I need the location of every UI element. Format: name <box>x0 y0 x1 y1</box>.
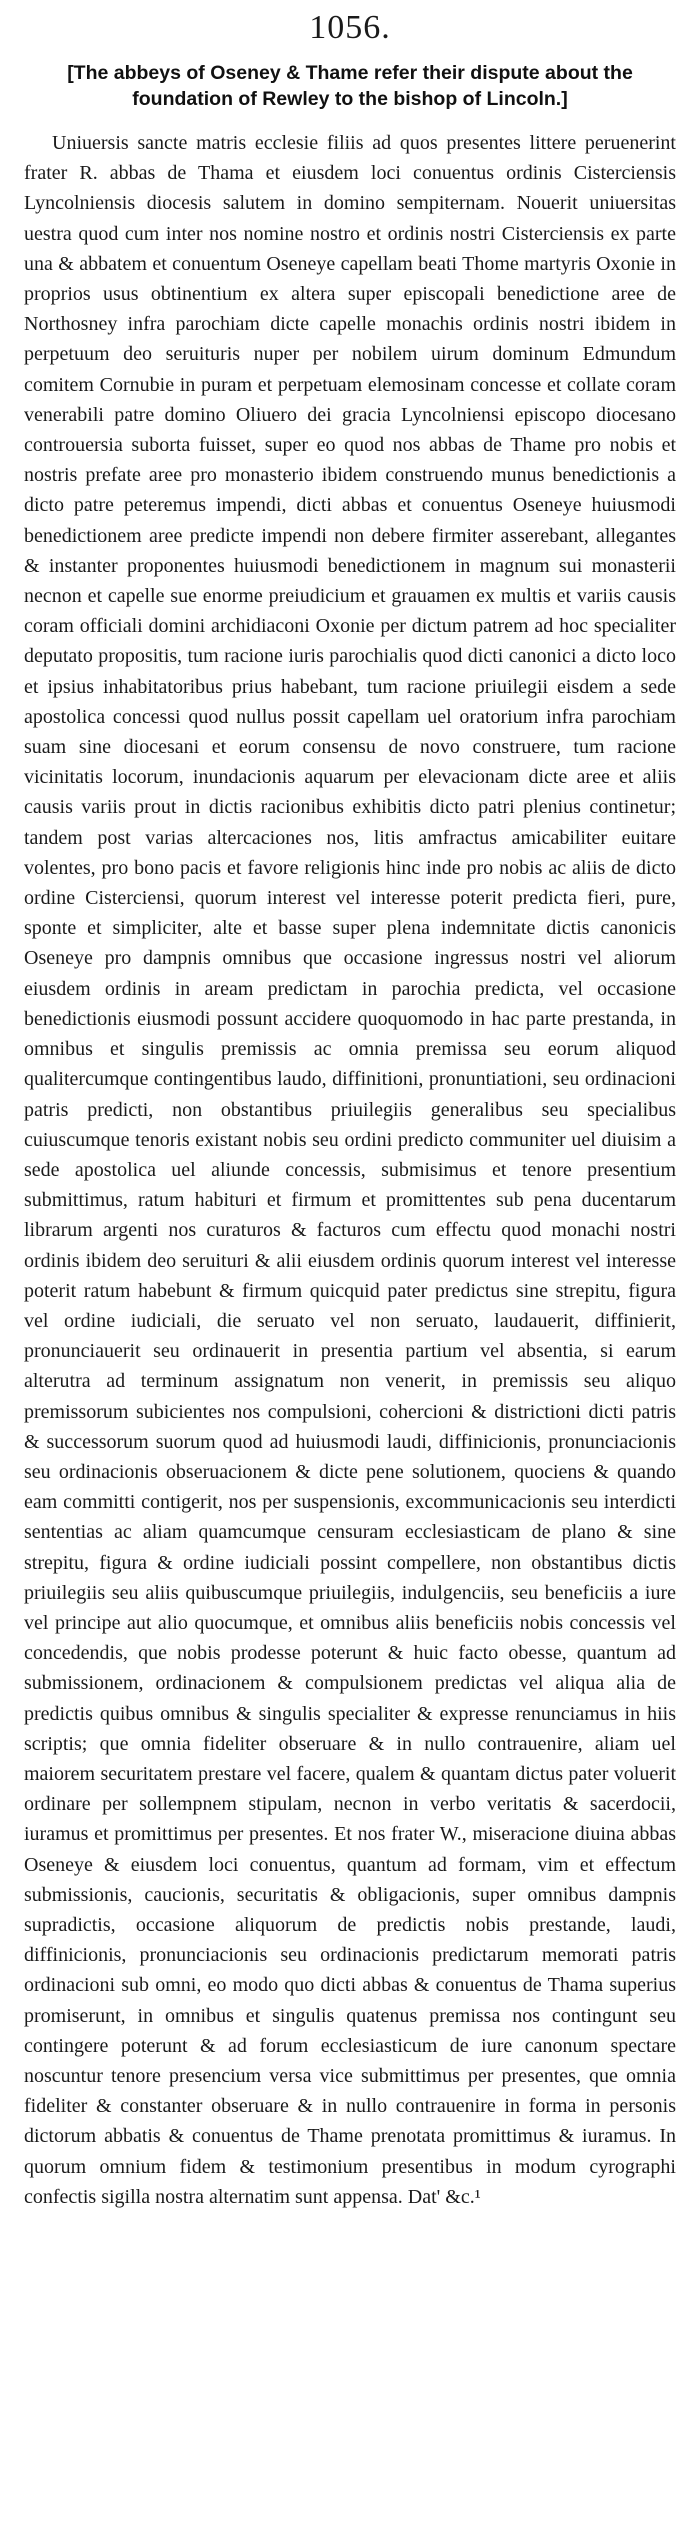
document-number: 1056. <box>309 9 391 46</box>
document-heading: [The abbeys of Oseney & Thame refer their dispute about the foundation of Rewley to the bishop of Lincoln.] <box>67 62 633 110</box>
document-body <box>24 128 676 2212</box>
document-page <box>24 0 676 2212</box>
body-paragraph: Uniuersis sancte matris ecclesie filiis ad quos presentes littere peruenerint frater R. abbas de Thama et eiusdem loci conuentus ordinis Cisterciensis Lyncolniensis diocesis salutem in domino sempiternam. Nouerit uniuersitas uestra quod cum inter nos nomine nostro et ordinis nostri Cisterciensis ex parte una & abbatem et conuentum Oseneye capellam beati Thome martyris Oxonie in proprios usus obtinentium ex altera super episcopali benedictione aree de Northosney infra parochiam dicte capelle monachis ordinis nostri ibidem in perpetuum deo seruituris nuper per nobilem uirum dominum Edmundum comitem Cornubie in puram et perpetuam elemosinam concesse et collate coram venerabili patre domino Oliuero dei gracia Lyncolniensi episcopo diocesano controuersia suborta fuisset, super eo quod nos abbas de Thame pro nobis et nostris prefate aree pro monasterio ibidem construendo munus benedictionis a dicto patre peteremus impendi, dicti abbas et conuentus Oseneye huiusmodi benedictionem aree predicte impendi non debere firmiter asserebant, allegantes & instanter proponentes huiusmodi benedictionem in magnum sui monasterii necnon et capelle sue enorme preiudicium et grauamen ex multis et variis causis coram officiali domini archidiaconi Oxonie per dictum patrem ad hoc specialiter deputato propositis, tum racione iuris parochialis quod dicti canonici a dicto loco et ipsius inhabitatoribus prius habebant, tum racione priuilegii eisdem a sede apostolica concessi quod nullus possit capellam uel oratorium infra parochiam suam sine diocesani et eorum consensu de novo construere, tum racione vicinitatis locorum, inundacionis aquarum per elevacionam dicte aree et aliis causis variis prout in dictis racionibus exhibitis dicto patri plenius continetur; tandem post varias altercaciones nos, litis amfractus amicabiliter euitare volentes, pro bono pacis et favore religionis hinc inde pro nobis ac aliis de dicto ordine Cisterciensi, quorum interest vel interesse poterit predicta fieri, pure, sponte et simpliciter, alte et basse super plena indemnitate dictis canonicis Oseneye pro dampnis omnibus que occasione ingressus nostri vel aliorum eiusdem ordinis in aream predictam in parochia predicta, vel occasione benedictionis eiusmodi possunt accidere quoquomodo in hac parte prestanda, in omnibus et singulis premissis ac omnia premissa seu eorum aliquod qualitercumque contingentibus laudo, diffinitioni, pronuntiationi, seu ordinacioni patris predicti, non obstantibus priuilegiis generalibus seu specialibus cuiuscumque tenoris existant nobis seu ordini predicto communiter uel diuisim a sede apostolica uel aliunde concessis, submisimus et tenore presentium submittimus, ratum habituri et firmum et promittentes sub pena ducentarum librarum argenti nos curaturos & facturos cum effectu quod monachi nostri ordinis ibidem deo seruituri & alii eiusdem ordinis quorum interest vel interesse poterit ratum habebunt & firmum quicquid pater predictus sine strepitu, figura vel ordine iudiciali, die seruato vel non seruato, laudauerit, diffinierit, pronunciauerit seu ordinauerit in presentia partium vel absentia, si earum alterutra ad terminum assignatum non venerit, in premissis seu aliquo premissorum subicientes nos compulsioni, cohercioni & districtioni dicti patris & successorum suorum quod ad huiusmodi laudi, diffinicionis, pronunciacionis seu ordinacionis obseruacionem & dicte pene solutionem, quociens & quando eam committi contigerit, nos per suspensionis, excommunicacionis seu interdicti sententias ac aliam quamcumque censuram ecclesiasticam de plano & sine strepitu, figura & ordine iudiciali possint compellere, non obstantibus dictis priuilegiis seu aliis quibuscumque priuilegiis, indulgenciis, seu beneficiis a iure vel principe aut alio quocumque, et omnibus aliis beneficiis nobis concessis vel concedendis, que nobis prodesse poterunt & huic facto obesse, quantum ad submissionem, ordinacionem & compulsionem predictas vel aliqua alia de predictis quibus omnibus & singulis specialiter & expresse renunciamus in hiis scriptis; que omnia fideliter obseruare & in nullo contrauenire, aliam uel maiorem securitatem prestare vel facere, qualem & quantam dictus pater voluerit ordinare per sollempnem stipulam, necnon in verbo veritatis & sacerdocii, iuramus et promittimus per presentes. Et nos frater W., miseracione diuina abbas Oseneye & eiusdem loci conuentus, quantum ad formam, vim et effectum submissionis, caucionis, securitatis & obligacionis, super omnibus dampnis supradictis, occasione aliquorum de predictis nobis prestande, laudi, diffinicionis, pronunciacionis seu ordinacionis predictarum memorati patris ordinacioni sub omni, eo modo quo dicti abbas & conuentus de Thama superius promiserunt, in omnibus et singulis quatenus premissa nos contingunt seu contingere poterunt & ad forum ecclesiasticum de iure canonum spectare noscuntur tenore presencium versa vice submittimus per presentes, que omnia fideliter & constanter obseruare & in nullo contrauenire in forma in personis dictorum abbatis & conuentus de Thame prenotata promittimus & iuramus. In quorum omnium fidem & testimonium presentibus in modum cyrographi confectis sigilla nostra alternatim sunt appensa. Dat' &c.¹ <box>24 132 676 2208</box>
